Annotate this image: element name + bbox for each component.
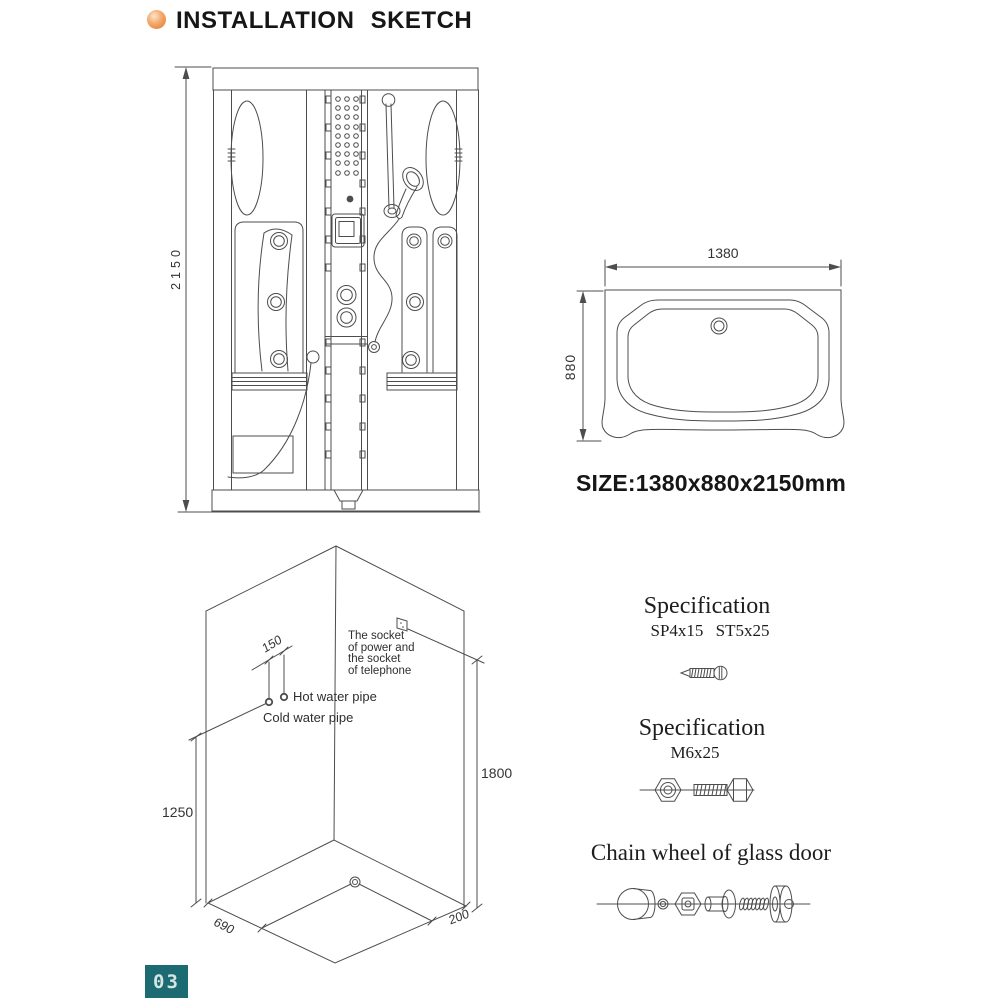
handset-head [398,164,427,195]
top-width-dim-label: 1380 [707,245,739,261]
page-number: 03 [153,970,180,993]
drain-floor [350,877,360,887]
drain-top-view [711,318,727,334]
spec1-title: Specification [643,593,771,619]
floor-right-dim-label: 200 [447,906,471,928]
cold-water-pipe-label: Cold water pipe [263,710,354,725]
socket-note-line2: of power and [348,641,415,654]
pipe-height-dim-label: 1250 [162,804,194,820]
control-column [325,90,368,490]
front-height-dim-label: 2150 [169,246,183,290]
bolt-drawing [640,779,754,802]
screw-drawing [681,666,727,680]
column-tabs [326,96,365,458]
chain-wheel-title: Chain wheel of glass door [590,840,832,865]
socket-height-dim-label: 1800 [481,765,513,781]
shower-rail-and-hose [228,94,428,478]
size-caption: SIZE:1380x880x2150mm [576,470,846,496]
page-title: INSTALLATION SKETCH [176,7,473,34]
chain-wheel-drawing [597,886,810,922]
left-mirror [228,101,263,215]
spec1-value: SP4x15 ST5x25 [650,621,770,640]
page-number-badge [145,965,188,998]
left-massage-panel [235,222,303,373]
spec2-value: M6x25 [670,743,720,762]
socket-note-line1: The socket [348,630,405,642]
corner-view-drawing [189,546,484,963]
spec2-title: Specification [638,715,766,741]
right-massage-panels [402,227,457,372]
socket-note-line3: the socket [348,653,401,665]
pipe-spacing-dim-label: 150 [260,632,284,656]
floor-left-dim-label: 690 [210,915,238,937]
socket-note-line4: of telephone [348,664,412,677]
top-depth-dim-label: 880 [562,353,578,381]
equipment-box [233,436,293,473]
top-view-drawing [577,260,844,441]
front-view-drawing [175,67,480,512]
seats [232,373,457,390]
socket-note [348,631,415,677]
hot-water-pipe-label: Hot water pipe [293,689,377,704]
steam-nozzles [336,97,359,176]
